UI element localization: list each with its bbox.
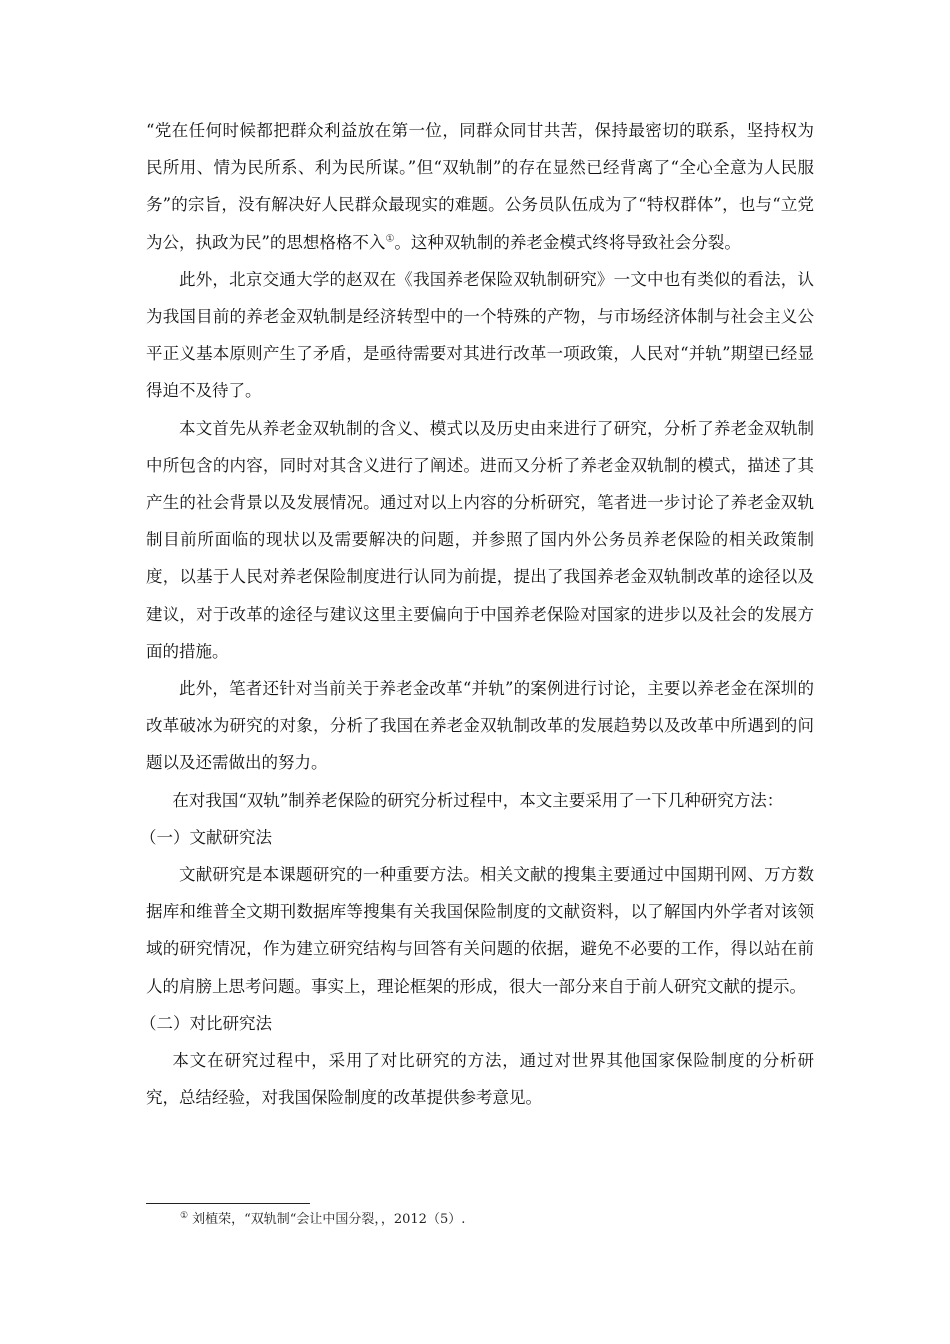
footnote-reference[interactable]: ①	[385, 233, 395, 245]
body-text	[140, 112, 814, 1116]
paragraph-research-overview: 本文首先从养老金双轨制的含义、模式以及历史由来进行了研究，分析了养老金双轨制中所包含的内容，同时对其含义进行了阐述。进而又分析了养老金双轨制的模式，描述了其产生的社会背景以及发展情况。通过对以上内容的分析研究，笔者进一步讨论了养老金双轨制目前所面临的现状以及需要解决的问题，并参照了国内外公务员养老保险的相关政策制度，以基于人民对养老保险制度进行认同为前提，提出了我国养老金双轨制改革的途径以及建议，对于改革的途径与建议这里主要偏向于中国养老保险对国家的进步以及社会的发展方面的措施。	[146, 418, 814, 661]
paragraph-text: 。这种双轨制的养老金模式终将导致社会分裂。	[394, 232, 741, 252]
paragraph-comparative-method: 本文在研究过程中，采用了对比研究的方法，通过对世界其他国家保险制度的分析研究，总结经验，对我国保险制度的改革提供参考意见。	[146, 1051, 814, 1108]
footnote	[180, 1210, 465, 1230]
footnote-text: 刘植荣，“双轨制“会让中国分裂，，2012（5）.	[192, 1212, 466, 1227]
paragraph-methods-intro: 在对我国“双轨”制养老保险的研究分析过程中，本文主要采用了一下几种研究方法：	[172, 790, 784, 810]
paragraph-shenzhen-case: 此外，笔者还针对当前关于养老金改革“并轨”的案例进行讨论，主要以养老金在深圳的改革破冰为研究的对象，分析了我国在养老金双轨制改革的发展趋势以及改革中所遇到的问题以及还需做出的努力。	[146, 679, 814, 773]
footnote-separator	[146, 1203, 310, 1204]
paragraph-party-quote	[146, 112, 814, 261]
paragraph-literature-method: 文献研究是本课题研究的一种重要方法。相关文献的搜集主要通过中国期刊网、万方数据库和维普全文期刊数据库等搜集有关我国保险制度的文献资料，以了解国内外学者对该领域的研究情况，作为建立研究结构与回答有关问题的依据，避免不必要的工作，得以站在前人的肩膀上思考问题。事实上，理论框架的形成，很大一部分来自于前人研究文献的提示。	[146, 865, 814, 996]
paragraph-text: “党在任何时候都把群众利益放在第一位，同群众同甘共苦，保持最密切的联系，坚持权为民所用、情为民所系、利为民所谋。”但“双轨制”的存在显然已经背离了“全心全意为人民服务”的宗旨，没有解决好人民群众最现实的难题。公务员队伍成为了“特权群体”，也与“立党为公，执政为民”的思想格格不入	[146, 121, 814, 252]
section-heading-comparative-method: （二）对比研究法	[140, 1013, 272, 1033]
paragraph-zhao-shuang: 此外，北京交通大学的赵双在《我国养老保险双轨制研究》一文中也有类似的看法，认为我国目前的养老金双轨制是经济转型中的一个特殊的产物，与市场经济体制与社会主义公平正义基本原则产生了矛盾，是亟待需要对其进行改革一项政策，人民对“并轨”期望已经显得迫不及待了。	[146, 269, 814, 401]
footnote-mark: ①	[180, 1210, 189, 1221]
section-heading-literature-method: （一）文献研究法	[140, 827, 272, 847]
